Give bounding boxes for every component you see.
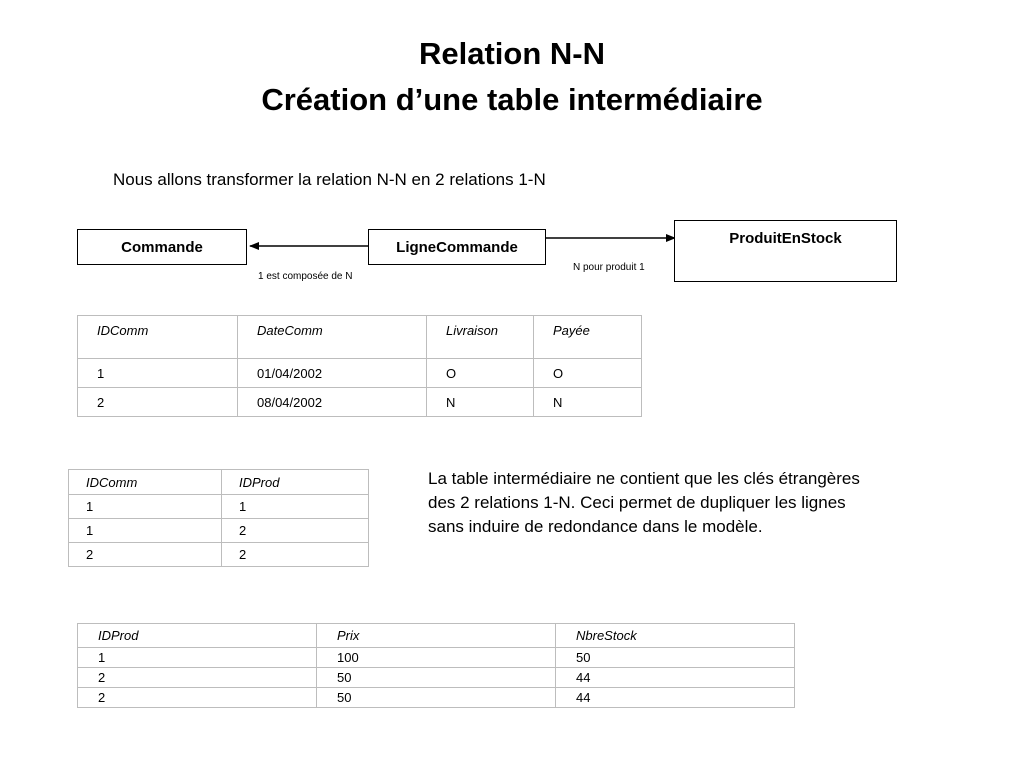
- ligne-commande-table: [68, 469, 369, 567]
- header-cell: IDProd: [78, 624, 317, 648]
- entity-box-commande: Commande: [77, 229, 247, 265]
- header-cell: NbreStock: [556, 624, 795, 648]
- header-cell: IDComm: [78, 316, 238, 359]
- table-cell: 2: [222, 519, 369, 543]
- table-row: [78, 688, 795, 708]
- table-row: [69, 519, 369, 543]
- table-cell: 1: [222, 495, 369, 519]
- table-row: [78, 648, 795, 668]
- table-cell: 2: [78, 388, 238, 417]
- table-cell: 1: [78, 359, 238, 388]
- explanation-text: La table intermédiaire ne contient que les clés étrangères des 2 relations 1-N. Ceci permet de dupliquer les lignes sans induire de redondance dans le modèle.: [428, 469, 860, 536]
- table-row: [69, 495, 369, 519]
- table-row: [78, 359, 642, 388]
- table-cell: 1: [78, 648, 317, 668]
- entity-box-produit-en-stock: ProduitEnStock: [674, 220, 897, 282]
- table-cell: 50: [556, 648, 795, 668]
- table-cell: 2: [222, 543, 369, 567]
- relation-label-ligne-produit: N pour produit 1: [573, 262, 645, 273]
- entity-box-ligne-commande: LigneCommande: [368, 229, 546, 265]
- header-cell: Livraison: [427, 316, 534, 359]
- header-cell: IDProd: [222, 470, 369, 495]
- table-cell: N: [534, 388, 642, 417]
- intro-text: Nous allons transformer la relation N-N en 2 relations 1-N: [113, 170, 546, 189]
- header-cell: Payée: [534, 316, 642, 359]
- header-cell: DateComm: [238, 316, 427, 359]
- table-row: [78, 388, 642, 417]
- table-row: [69, 543, 369, 567]
- produit-table: [77, 623, 795, 708]
- table-cell: 1: [69, 495, 222, 519]
- table-cell: 44: [556, 688, 795, 708]
- table-cell: N: [427, 388, 534, 417]
- table-header-row: [69, 470, 369, 495]
- table-cell: 100: [317, 648, 556, 668]
- slide-title: Relation N-N: [419, 36, 605, 71]
- table-cell: O: [534, 359, 642, 388]
- table-header-row: [78, 316, 642, 359]
- table-cell: 2: [78, 688, 317, 708]
- table-cell: 50: [317, 688, 556, 708]
- table-row: [78, 668, 795, 688]
- table-cell: 1: [69, 519, 222, 543]
- table-header-row: [78, 624, 795, 648]
- table-cell: 08/04/2002: [238, 388, 427, 417]
- table-cell: 01/04/2002: [238, 359, 427, 388]
- table-cell: 44: [556, 668, 795, 688]
- commande-table: [77, 315, 642, 417]
- slide-subtitle: Création d’une table intermédiaire: [261, 82, 763, 117]
- relation-label-commande-ligne: 1 est composée de N: [258, 271, 353, 282]
- header-cell: Prix: [317, 624, 556, 648]
- table-cell: 2: [69, 543, 222, 567]
- header-cell: IDComm: [69, 470, 222, 495]
- table-cell: 2: [78, 668, 317, 688]
- table-cell: 50: [317, 668, 556, 688]
- table-cell: O: [427, 359, 534, 388]
